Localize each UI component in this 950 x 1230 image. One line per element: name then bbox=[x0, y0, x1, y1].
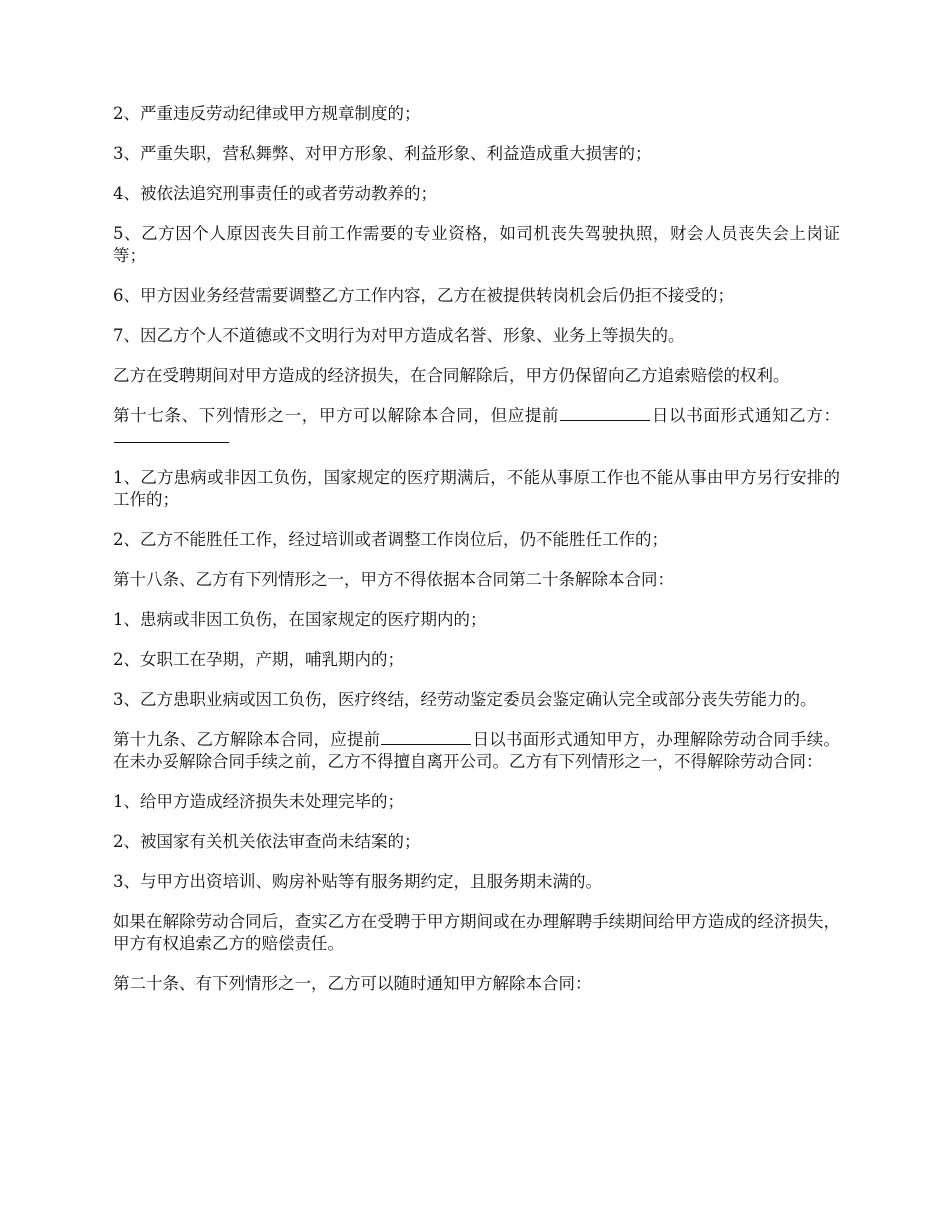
article-17-item-1: 1、乙方患病或非因工负伤，国家规定的医疗期满后，不能从事原工作也不能从事由甲方另行安排的工作的； bbox=[113, 468, 840, 509]
resignation-notice-days-blank[interactable] bbox=[381, 729, 471, 745]
post-termination-liability: 如果在解除劳动合同后，查实乙方在受聘于甲方期间或在办理解聘手续期间给甲方造成的经济损失，甲方有权追索乙方的赔偿责任。 bbox=[113, 912, 840, 953]
notice-days-blank[interactable] bbox=[560, 405, 650, 421]
article-18-item-2: 2、女职工在孕期，产期，哺乳期内的； bbox=[113, 650, 404, 669]
clause-item-6-reassignment: 6、甲方因业务经营需要调整乙方工作内容，乙方在被提供转岗机会后仍拒不接受的； bbox=[113, 286, 734, 305]
clause-compensation-note: 乙方在受聘期间对甲方造成的经济损失，在合同解除后，甲方仍保留向乙方追索赔偿的权利。 bbox=[113, 366, 790, 385]
article-20: 第二十条、有下列情形之一，乙方可以随时通知甲方解除本合同： bbox=[113, 974, 592, 993]
article-17-text-middle: 日以书面形式通知乙方： bbox=[651, 406, 841, 425]
article-19-text-after: 日以书面形式通知甲方，办理解除劳动合同手续。在未办妥解除合同手续之前，乙方不得擅自离开公司。乙方有下列情形之一，不得解除劳动合同： bbox=[113, 730, 841, 771]
clause-item-3-dereliction: 3、严重失职，营私舞弊、对甲方形象、利益形象、利益造成重大损害的； bbox=[113, 144, 652, 163]
clause-item-5-qualification: 5、乙方因个人原因丧失目前工作需要的专业资格，如司机丧失驾驶执照，财会人员丧失会上岗证等； bbox=[113, 224, 840, 265]
notice-recipient-blank[interactable] bbox=[114, 427, 229, 443]
clause-item-4-criminal: 4、被依法追究刑事责任的或者劳动教养的； bbox=[113, 184, 437, 203]
article-19-item-2: 2、被国家有关机关依法审查尚未结案的； bbox=[113, 832, 421, 851]
clause-item-7-reputation: 7、因乙方个人不道德或不文明行为对甲方造成名誉、形象、业务上等损失的。 bbox=[113, 326, 685, 345]
clause-item-2-discipline: 2、严重违反劳动纪律或甲方规章制度的； bbox=[113, 104, 421, 123]
article-18-item-3: 3、乙方患职业病或因工负伤，医疗终结，经劳动鉴定委员会鉴定确认完全或部分丧失劳能力的。 bbox=[113, 690, 817, 709]
article-17 bbox=[113, 405, 840, 449]
article-18-item-1: 1、患病或非因工负伤，在国家规定的医疗期内的； bbox=[113, 610, 487, 629]
article-17-item-2: 2、乙方不能胜任工作，经过培训或者调整工作岗位后，仍不能胜任工作的； bbox=[113, 530, 668, 549]
article-19-item-1: 1、给甲方造成经济损失未处理完毕的； bbox=[113, 792, 404, 811]
article-18: 第十八条、乙方有下列情形之一，甲方不得依据本合同第二十条解除本合同： bbox=[113, 570, 674, 589]
article-19-text-before: 第十九条、乙方解除本合同，应提前 bbox=[113, 730, 381, 749]
article-19-item-3: 3、与甲方出资培训、购房补贴等有服务期约定，且服务期未满的。 bbox=[113, 872, 602, 891]
article-17-text-before: 第十七条、下列情形之一，甲方可以解除本合同，但应提前 bbox=[113, 406, 560, 425]
document-page bbox=[113, 103, 840, 1013]
article-19 bbox=[113, 729, 840, 773]
